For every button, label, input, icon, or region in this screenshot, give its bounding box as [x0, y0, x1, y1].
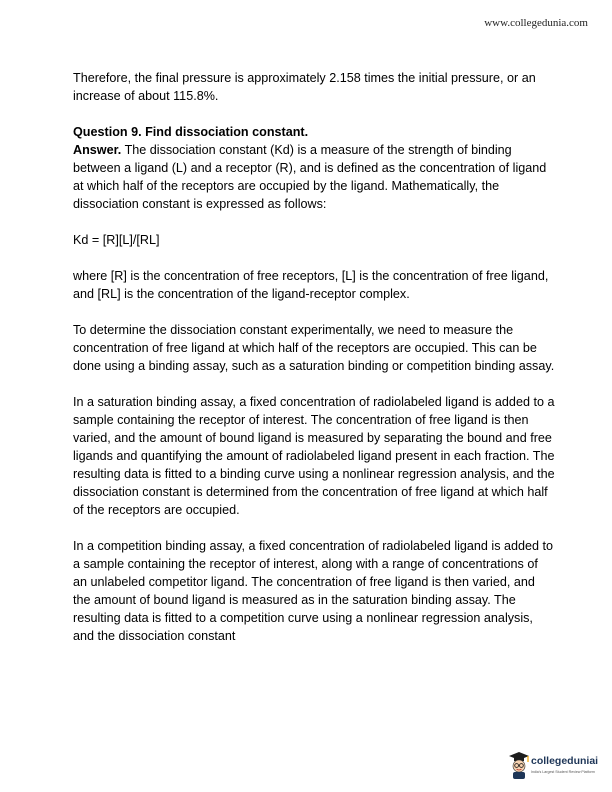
formula: Kd = [R][L]/[RL] [73, 233, 160, 247]
question-heading [73, 123, 555, 141]
intro-paragraph: Therefore, the final pressure is approximately 2.158 times the initial pressure, or an increase of about 115.8%. [73, 71, 536, 103]
graduate-mascot-icon [508, 750, 530, 780]
brand-name: collegeduniai [531, 755, 599, 767]
where-paragraph: where [R] is the concentration of free receptors, [L] is the concentration of free ligand, and [RL] is the concentration of the ligand-receptor complex. [73, 269, 549, 301]
answer-label: Answer. [73, 143, 122, 157]
answer-text: The dissociation constant (Kd) is a measure of the strength of binding between a ligand (L) and a receptor (R), and is defined as the concentration of ligand at which half of the receptors are occupied by the ligand. Mathematically, the dissociation constant is expressed as follows: [73, 143, 547, 211]
question-title: Question 9. Find dissociation constant. [73, 125, 309, 139]
competition-paragraph: In a competition binding assay, a fixed concentration of radiolabeled ligand is added to a sample containing the receptor of interest, along with a range of concentrations of an unlabeled competitor ligand. The concentration of free ligand is then varied, and the amount of bound ligand is measured as in the saturation binding assay. The resulting data is fitted to a competition curve using a nonlinear regression analysis, and the dissociation constant [73, 539, 554, 643]
saturation-paragraph: In a saturation binding assay, a fixed concentration of radiolabeled ligand is added to a sample containing the receptor of interest. The concentration of free ligand is then varied, and the amount of bound ligand is measured by separating the bound and free ligands and quantifying the amount of radiolabeled ligand present in each fraction. The resulting data is fitted to a binding curve using a nonlinear regression analysis, and the dissociation constant is determined from the concentration of free ligand at which half of the receptors are occupied. [73, 395, 555, 517]
experimental-paragraph: To determine the dissociation constant experimentally, we need to measure the concentration of free ligand at which half of the receptors are occupied. This can be done using a binding assay, such as a saturation binding or competition binding assay. [73, 323, 555, 373]
collegedunia-logo [508, 750, 612, 786]
brand-tagline: India's Largest Student Review Platform [531, 770, 595, 774]
site-url[interactable]: www.collegedunia.com [484, 17, 588, 29]
answer-paragraph [73, 141, 555, 213]
document-body [73, 69, 555, 663]
